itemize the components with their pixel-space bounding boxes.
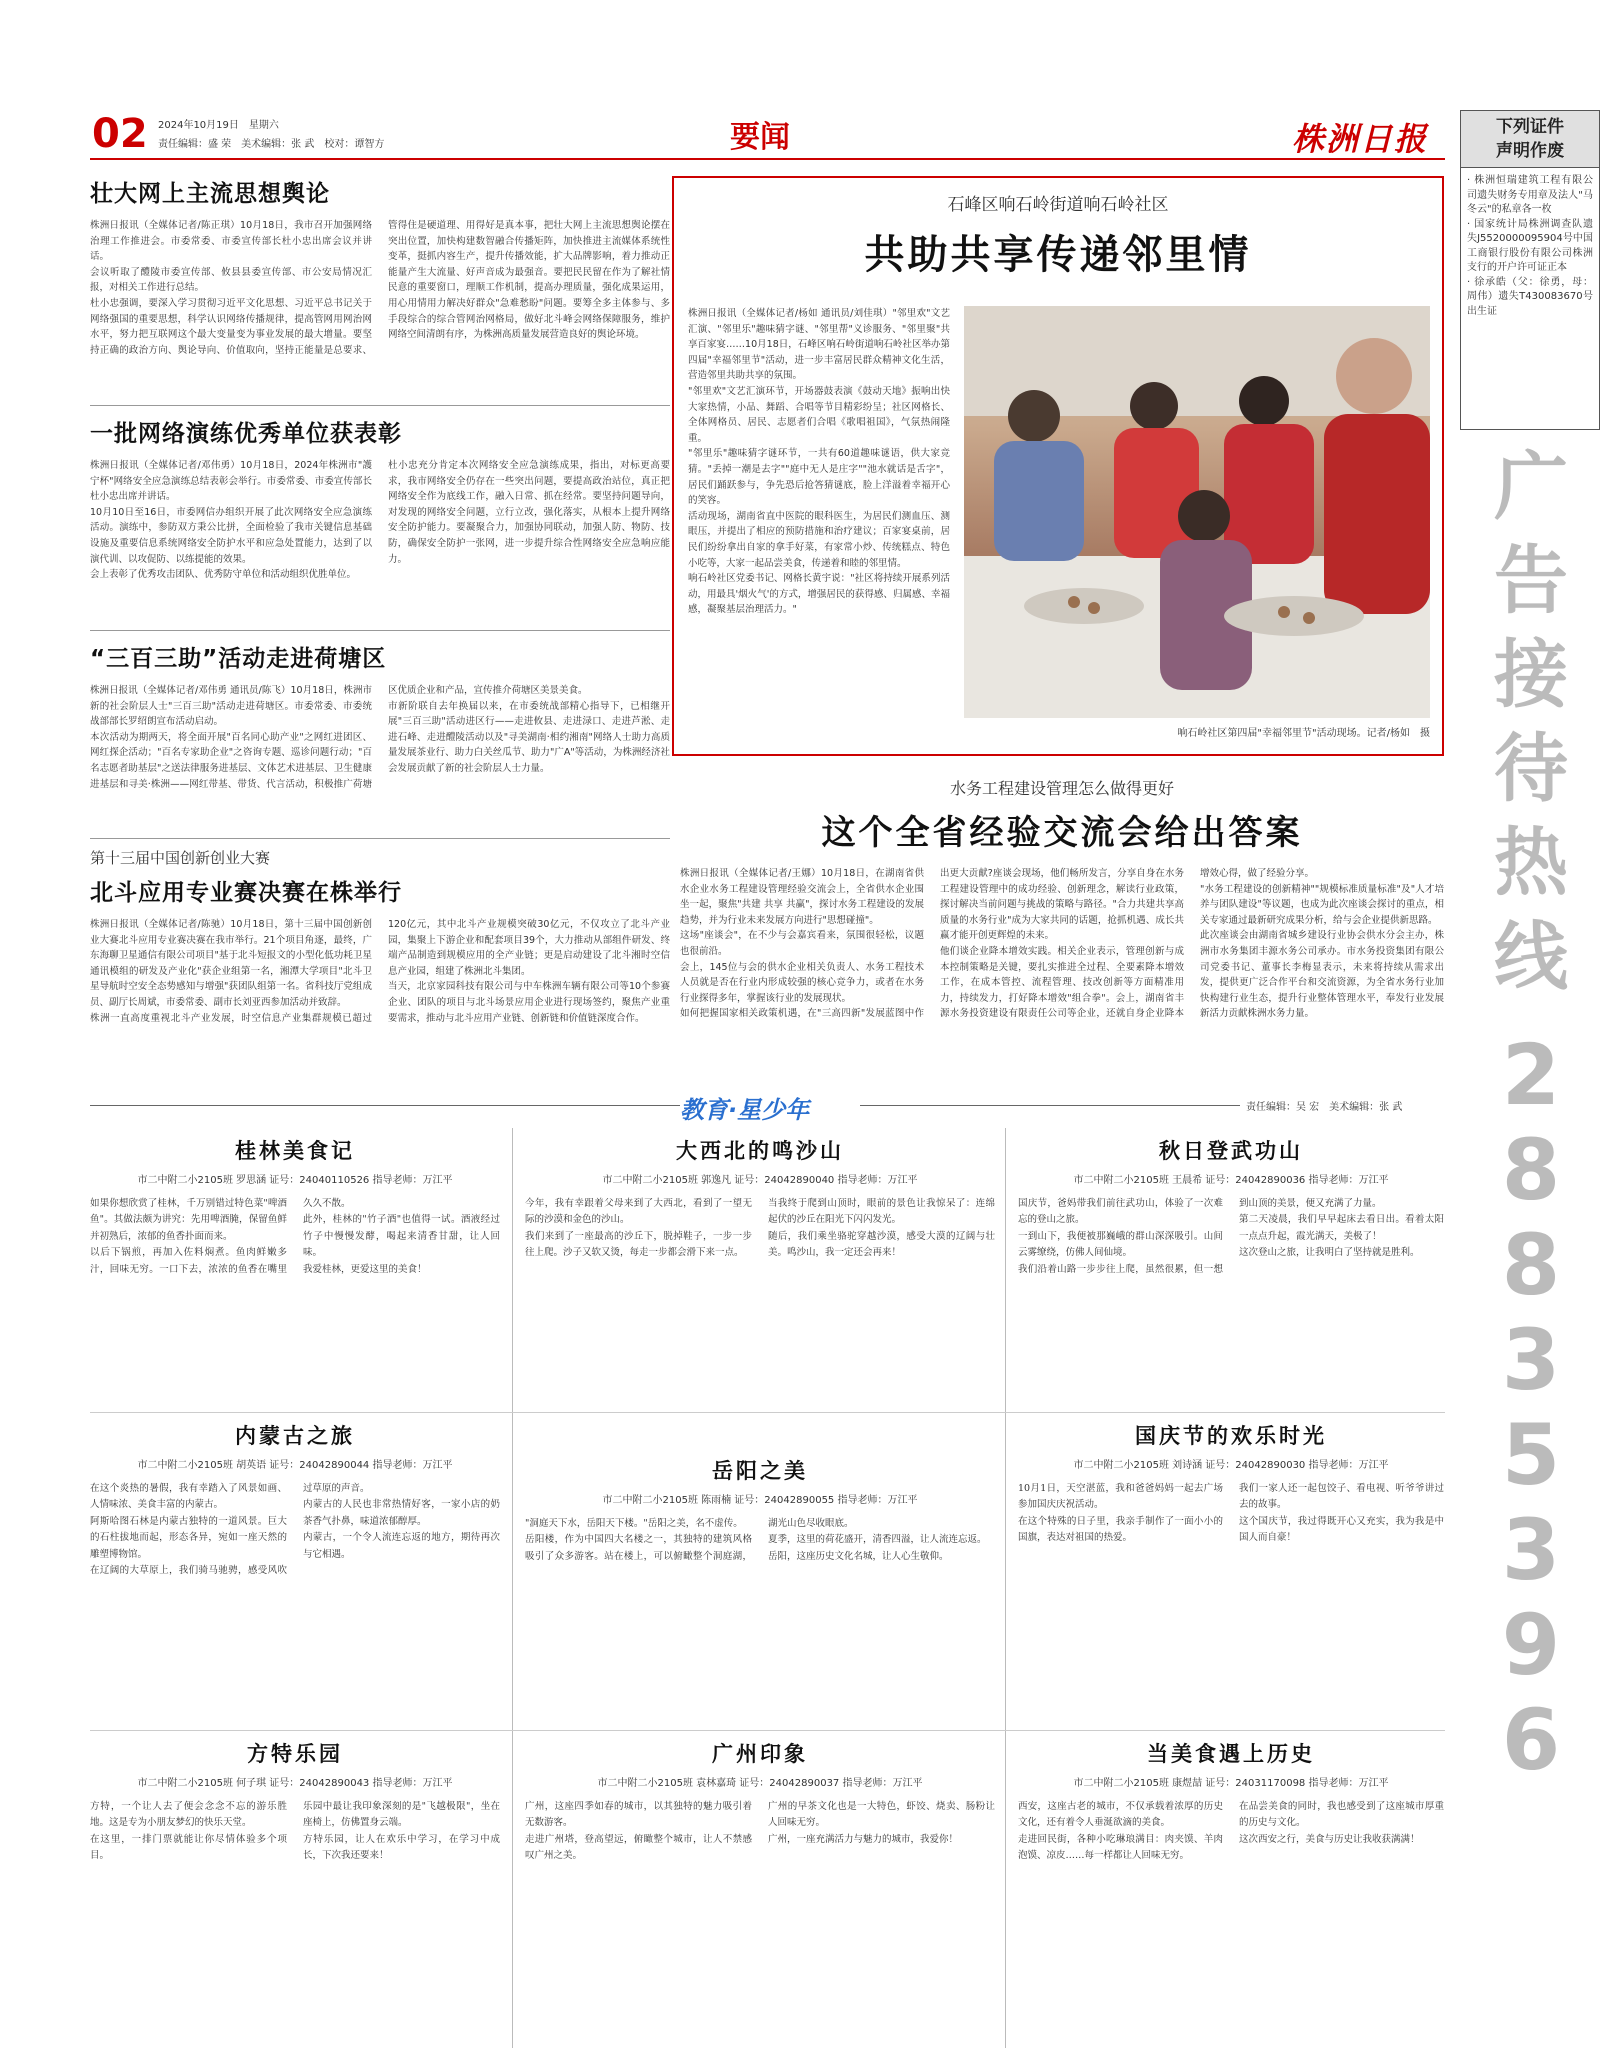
essay-body: 广州，这座四季如春的城市，以其独特的魅力吸引着无数游客。 走进广州塔，登高望远，俯瞰整个城市，让人不禁感叹广州之美。 广州的早茶文化也是一大特色，虾饺、烧卖、肠粉让人回味无穷。 广州，一座充满活力与魅力的城市，我爱你！: [525, 1801, 995, 1862]
page-number: 02: [92, 111, 148, 157]
essay-body: 方特，一个让人去了便会念念不忘的游乐胜地。这是专为小朋友梦幻的快乐天堂。 在这里，一排门票就能让你尽情体验多个项目。 乐园中最让我印象深刻的是"飞越极限"，坐在座椅上，仿佛置身云端。 方特乐园，让人在欢乐中学习，在学习中成长，下次我还要来！: [90, 1801, 500, 1862]
essay-title: 大西北的鸣沙山: [676, 1139, 844, 1163]
essay-guilin: [90, 1135, 500, 1416]
article-4-title: 北斗应用专业赛决赛在株举行: [90, 880, 402, 906]
essay-wugongshan: [1018, 1135, 1444, 1436]
essay-meta: 市二中附二小2105班 袁林嘉琦 证号：24042890037 指导老师：万江平: [597, 1778, 923, 1789]
masthead-date: 2024年10月19日 星期六: [158, 120, 279, 131]
masthead-editors: 责任编辑：盛 荣 美术编辑：张 武 校对：谭智方: [158, 139, 385, 150]
article-4-body: 株洲日报讯（全媒体记者/陈驰）10月18日，第十三届中国创新创业大赛北斗应用专业赛决赛在我市举行。21个项目角逐，最终，广东海聊卫星通信有限公司项目"基于北斗短报文的小型化低功耗卫星通讯模组的研发及产业化"获企业组第一名，湘潭大学项目"北斗卫星导航时空安全态势感知与增强"获团队组第一名。省科技厅党组成员、副厅长周斌，市委常委、副市长刘亚西参加活动并致辞。 株洲一直高度重视北斗产业发展，时空信息产业集群规模已超过120亿元，其中北斗产业规模突破30亿元，不仅攻立了北斗产业园，集聚上下游企业和配套项目39个，大力推动从部组件研发、终端产品制造到规模应用的全产业链；更是启动建设了北斗湘时空信息产业园，组建了株洲北斗集团。 当天，北京家园科技有限公司与中车株洲车辆有限公司等10个参赛企业、团队的项目与北斗场景应用企业进行现场签约，聚焦产业重要需求，推动与北斗应用产业链、创新链和价值链深度合作。: [90, 919, 670, 1024]
essay-mingshashan: [525, 1135, 995, 1426]
essay-title: 秋日登武功山: [1159, 1139, 1303, 1163]
essay-title: 岳阳之美: [712, 1459, 808, 1483]
article-2-title: 一批网络演练优秀单位获表彰: [90, 421, 402, 447]
essay-body: "洞庭天下水，岳阳天下楼。"岳阳之美，名不虚传。 岳阳楼，作为中国四大名楼之一，其独特的建筑风格吸引了众多游客。站在楼上，可以俯瞰整个洞庭湖，湖光山色尽收眼底。 夏季，这里的荷花盛开，清香四溢，让人流连忘返。 岳阳，这座历史文化名城，让人心生敬仰。: [525, 1518, 987, 1562]
section-title: 要闻: [730, 120, 790, 155]
feature-title: 共助共享传递邻里情: [864, 232, 1252, 278]
notice-text: · 株洲恒瑞建筑工程有限公司遗失财务专用章及法人"马冬云"的私章各一枚 · 国家统计局株洲调查队遗失J5520000095904号中国工商银行股份有限公司株洲支行的开户许可证正本 · 徐承皓（父：徐勇，母：周伟）遗失T430083670号出生证: [1467, 175, 1593, 317]
essay-meta: 市二中附二小2105班 刘诗涵 证号：24042890030 指导老师：万江平: [1073, 1460, 1389, 1471]
essay-title: 方特乐园: [247, 1742, 343, 1766]
article-3-body: 株洲日报讯（全媒体记者/邓伟勇 通讯员/陈飞）10月18日，株洲市新的社会阶层人士"三百三助"活动走进荷塘区。市委常委、市委统战部部长罗绍朗宣布活动启动。 本次活动为期两天，将全面开展"百名同心助产业"之网红进团区、网红探企活动；"百名专家助企业"之咨询专题、巡诊问题行动；"百名志愿者助基层"之送法律服务进基层、文体艺术进基层、卫生健康进基层和寻美·株洲——网红带基、带货、代言活动，积极推广荷塘区优质企业和产品，宣传推介荷塘区美景美食。 市新阶联自去年换届以来，在市委统战部精心指导下，已相继开展"三百三助"活动进区行——走进攸县、走进渌口、走进芦淞、走进石峰、走进醴陵活动以及"寻美湖南·相约湘南"网络人士助力高质量发展茶业行、助力白关丝瓜节、助力"广A"等活动，为株洲经济社会发展贡献了新的社会阶层人士力量。: [90, 685, 670, 790]
essay-meta: 市二中附二小2105班 陈雨楠 证号：24042890055 指导老师：万江平: [602, 1495, 918, 1506]
paper-logo: 株洲日报: [1292, 120, 1429, 158]
essay-title: 桂林美食记: [235, 1139, 355, 1163]
essay-body: 今年，我有幸跟着父母来到了大西北，看到了一望无际的沙漠和金色的沙山。 我们来到了一座最高的沙丘下，脱掉鞋子，一步一步往上爬。沙子又软又烫，每走一步都会滑下来一点。 当我终于爬到山顶时，眼前的景色让我惊呆了：连绵起伏的沙丘在阳光下闪闪发光。 随后，我们乘坐骆驼穿越沙漠，感受大漠的辽阔与壮美。鸣沙山，我一定还会再来！: [525, 1198, 995, 1259]
essay-title: 内蒙古之旅: [235, 1424, 355, 1448]
feature-caption: 响石岭社区第四届"幸福邻里节"活动现场。记者/杨如 摄: [1177, 728, 1430, 739]
article-2: [90, 415, 670, 654]
article-1: [90, 175, 670, 436]
article-5: [680, 776, 1444, 1086]
ad-phone: 28835396: [1501, 1026, 1561, 1789]
essay-meta: 市二中附二小2105班 康煜喆 证号：24031170098 指导老师：万江平: [1073, 1778, 1389, 1789]
essay-meta: 市二中附二小2105班 罗思涵 证号：24040110526 指导老师：万江平: [137, 1175, 453, 1186]
essay-title: 国庆节的欢乐时光: [1135, 1424, 1327, 1448]
article-4: [90, 847, 670, 1117]
essay-meta: 市二中附二小2105班 王晨希 证号：24042890036 指导老师：万江平: [1073, 1175, 1389, 1186]
notice-title: 下列证件 声明作废: [1461, 111, 1599, 168]
article-3-title: “三百三助”活动走进荷塘区: [90, 646, 387, 672]
article-2-body: 株洲日报讯（全媒体记者/邓伟勇）10月18日，2024年株洲市"護宁杯"网络安全应急演练总结表彰会举行。市委常委、市委宣传部长杜小忠出席并讲话。 10月10日至16日，市委网信办组织开展了此次网络安全应急演练活动。演练中，参防双方秉公比拼，全面检验了我市关键信息基础设施及重要信息系统网络安全防护水平和应急处置能力，达到了以演代训、以攻促防、以练提能的效果。 会上表彰了优秀攻击团队、优秀防守单位和活动组织优胜单位。 杜小忠充分肯定本次网络安全应急演练成果，指出，对标更高要求，我市网络安全仍存在一些突出问题，要提高政治站位，真正把网络安全作为底线工作，融入日常、抓在经常。要坚持问题导向，对发现的网络安全问题，立行立改，强化落实，从根本上提升网络安全防护能力。要凝聚合力，加强协同联动，加强人防、物防、技防，确保安全防护一张网，进一步提升综合性网络安全应急响应能力。: [90, 460, 670, 581]
ad-hotline: [1462, 440, 1600, 1788]
essay-neimenggu: [90, 1420, 500, 1721]
photo-illustration: [964, 306, 1430, 718]
essay-meta: 市二中附二小2105班 郭逸凡 证号：24042890040 指导老师：万江平: [602, 1175, 918, 1186]
essay-meta: 市二中附二小2105班 何子琪 证号：24042890043 指导老师：万江平: [137, 1778, 453, 1789]
essay-body: 10月1日，天空湛蓝，我和爸爸妈妈一起去广场参加国庆庆祝活动。 在这个特殊的日子里，我亲手制作了一面小小的国旗，表达对祖国的热爱。 我们一家人还一起包饺子、看电视、听爷爷讲过去的故事。 这个国庆节，我过得既开心又充实，我为我是中国人而自豪！: [1018, 1483, 1444, 1544]
article-5-body: 株洲日报讯（全媒体记者/王娜）10月18日，在湖南省供水企业水务工程建设管理经验交流会上，全省供水企业围坐一起，聚焦"共建 共享 共赢"，探讨水务工程建设的发展趋势，并为行业未来发展方向进行"思想碰撞"。 这场"座谈会"，在不少与会嘉宾看来，氛围很轻松，议题也很前沿。 会上，145位与会的供水企业相关负责人、水务工程技术人员就是否在行业内形成较强的核心竞争力，或者在水务行业探得多年，掌握该行业的发展现状。 如何把握国家相关政策机遇，在"三高四新"发展蓝图中作出更大贡献?座谈会现场，他们畅所发言，分享自身在水务工程建设管理中的成功经验、创新理念，解读行业政策，探讨解决当前问题与挑战的策略与路径。"合力共建共享高质量的水务行业"成为大家共同的话题，抢抓机遇、成长共赢才能开创更辉煌的未来。 他们谈企业降本增效实践。相关企业表示，管理创新与成本控制策略是关键，要扎实推进全过程、全要素降本增效工作，在成本管控、流程管理、技改创新等方面精准用力，持续发力，打好降本增效"组合拳"。会上，湖南省丰源水务投资建设有限责任公司等企业，还就自身企业降本增效心得，做了经验分享。 "水务工程建设的创新精神""规模标准质量标准"及"人才培养与团队建设"等议题，也成为此次座谈会探讨的重点，相关专家通过最新研究成果分析，给与会企业提供新思路。 此次座谈会由湖南省城乡建设行业协会供水分会主办，株洲市水务集团丰源水务公司承办。市水务投资集团有限公司党委书记、董事长李梅显表示，未来将持续从需求出发，提供更广泛合作平台和交流资源，为全省水务行业加快构建行业生态，提升行业整体管理水平，奉发行业发展新活力贡献株洲水务力量。: [680, 868, 1444, 1020]
essay-body: 如果你想欣赏了桂林，千万别错过特色菜"啤酒鱼"。其做法颇为讲究：先用啤酒腌，保留鱼鲜并初熟后，浓郁的鱼香扑面而来。 以后下锅煎，再加入佐料焖煮。鱼肉鲜嫩多汁，回味无穷。一口下去，浓浓的鱼香在嘴里久久不散。 此外，桂林的"竹子酒"也值得一试。酒液经过竹子中慢慢发酵，喝起来清香甘甜，让人回味。 我爱桂林，更爱这里的美食！: [90, 1198, 500, 1275]
feature-body: 株洲日报讯（全媒体记者/杨如 通讯员/刘佳琪）"邻里欢"文艺汇演、"邻里乐"趣味猜字谜、"邻里帮"义诊服务、"邻里聚"共享百家宴……10月18日，石峰区响石岭街道响石岭社区举办第四届"幸福邻里节"活动，进一步丰富居民群众精神文化生活，营造邻里共助共享的氛围。 "邻里欢"文艺汇演环节，开场器鼓表演《鼓动天地》振响出快大家热情，小品、舞蹈、合唱等节目精彩纷呈；社区网格长、全体网格员、居民、志愿者们合唱《歌唱祖国》，气氛热闹隆重。 "邻里乐"趣味猜字谜环节，一共有60道趣味谜语，供大家竞猜。"丢掉一潮是去字""庭中无人是庄字""池水就话是舌字"，居民们踊跃参与，争先恐后抢答猜谜底，脸上洋溢着幸福开心的笑容。 活动现场，湖南省直中医院的眼科医生，为居民们测血压、测眼压，并提出了相应的预防措施和治疗建议；百家宴桌前，居民们纷纷拿出自家的拿手好菜，有家常小炒、传统糕点、特色小吃等，大家一起品尝美食，传递着和睦的邻里情。 响石岭社区党委书记、网格长黄宇说："社区将持续开展系列活动，用最具'烟火气'的方式，增强居民的获得感、归属感、幸福感，凝聚基层治理活力。": [688, 308, 950, 616]
essay-body: 西安，这座古老的城市，不仅承载着浓厚的历史文化，还有着令人垂涎欲滴的美食。 走进回民街，各种小吃琳琅满目：肉夹馍、羊肉泡馍、凉皮……每一样都让人回味无穷。 在品尝美食的同时，我也感受到了这座城市厚重的历史与文化。 这次西安之行，美食与历史让我收获满满！: [1018, 1801, 1444, 1862]
feature-photo: [964, 306, 1430, 718]
notice-box: [1460, 110, 1600, 430]
feature-kicker: 石峰区响石岭街道响石岭社区: [947, 195, 1169, 215]
youth-logo: 教育·星少年: [680, 1096, 810, 1124]
essay-guoqing: [1018, 1420, 1444, 1721]
essay-body: 国庆节，爸妈带我们前往武功山，体验了一次难忘的登山之旅。 一到山下，我便被那巍峨的群山深深吸引。山间云雾缭绕，仿佛人间仙境。 我们沿着山路一步步往上爬，虽然很累，但一想到山顶的美景，便又充满了力量。 第二天凌晨，我们早早起床去看日出。看着太阳一点点升起，霞光满天，美极了！ 这次登山之旅，让我明白了坚持就是胜利。: [1018, 1198, 1444, 1275]
essay-title: 当美食遇上历史: [1147, 1742, 1315, 1766]
essay-food-history: [1018, 1738, 1444, 2049]
article-1-title: 壮大网上主流思想舆论: [90, 181, 330, 207]
essay-yueyang: [525, 1455, 995, 1736]
article-5-kicker: 水务工程建设管理怎么做得更好: [949, 779, 1174, 798]
essay-meta: 市二中附二小2105班 胡英语 证号：24042890044 指导老师：万江平: [137, 1460, 453, 1471]
essay-guangzhou: [525, 1738, 995, 2029]
article-4-kicker: 第十三届中国创新创业大赛: [90, 849, 271, 867]
essay-body: 在这个炎热的暑假，我有幸踏入了风景如画、人情味浓、美食丰富的内蒙古。 阿斯哈图石林是内蒙古独特的一道风景。巨大的石柱拔地而起，形态各异，宛如一座天然的雕塑博物馆。 在辽阔的大草原上，我们骑马驰骋，感受风吹过草原的声音。 内蒙古的人民也非常热情好客，一家小店的奶茶香气扑鼻，味道浓郁醇厚。 内蒙古，一个令人流连忘返的地方，期待再次与它相遇。: [90, 1483, 500, 1577]
feature-box: [672, 176, 1444, 756]
youth-editors: 责任编辑：吴 宏 美术编辑：张 武: [1246, 1102, 1403, 1113]
article-5-title: 这个全省经验交流会给出答案: [821, 813, 1303, 853]
article-3: [90, 640, 670, 853]
ad-text: 广告接待热线: [1494, 444, 1568, 1000]
essay-title: 广州印象: [712, 1742, 808, 1766]
article-1-body: 株洲日报讯（全媒体记者/陈正琪）10月18日，我市召开加强网络治理工作推进会。市委常委、市委宣传部长杜小忠出席会议并讲话。 会议听取了醴陵市委宣传部、攸县县委宣传部、市公安局情况汇报，对相关工作进行总结。 杜小忠强调，要深入学习贯彻习近平文化思想、习近平总书记关于网络强国的重要思想，科学认识网络传播规律，提高管网用网治网水平，努力把互联网这个最大变量变为事业发展的最大增量。要坚持正确的政治方向、舆论导向、价值取向，坚持正能量是总要求、管得住是硬道理、用得好是真本事，把壮大网上主流思想舆论摆在突出位置，加快构建数智融合传播矩阵，加快推进主流媒体系统性变革，挺抓内容生产，提升传播效能，扩大品牌影响，着力推动正能量产生大流量、好声音成为最强音。要把民民留在作为了解社情民意的重要窗口，理顺工作机制，提高办理质量，强化成果运用，用心用情用力解决好群众"急难愁盼"问题。要筹全多主体参与、多手段综合的综合管网治网格局，做好北斗峰会网络保障服务，维护网络空间清朗有序，为株洲高质量发展营造良好的舆论环境。: [90, 220, 670, 356]
essay-fangte: [90, 1738, 500, 2049]
